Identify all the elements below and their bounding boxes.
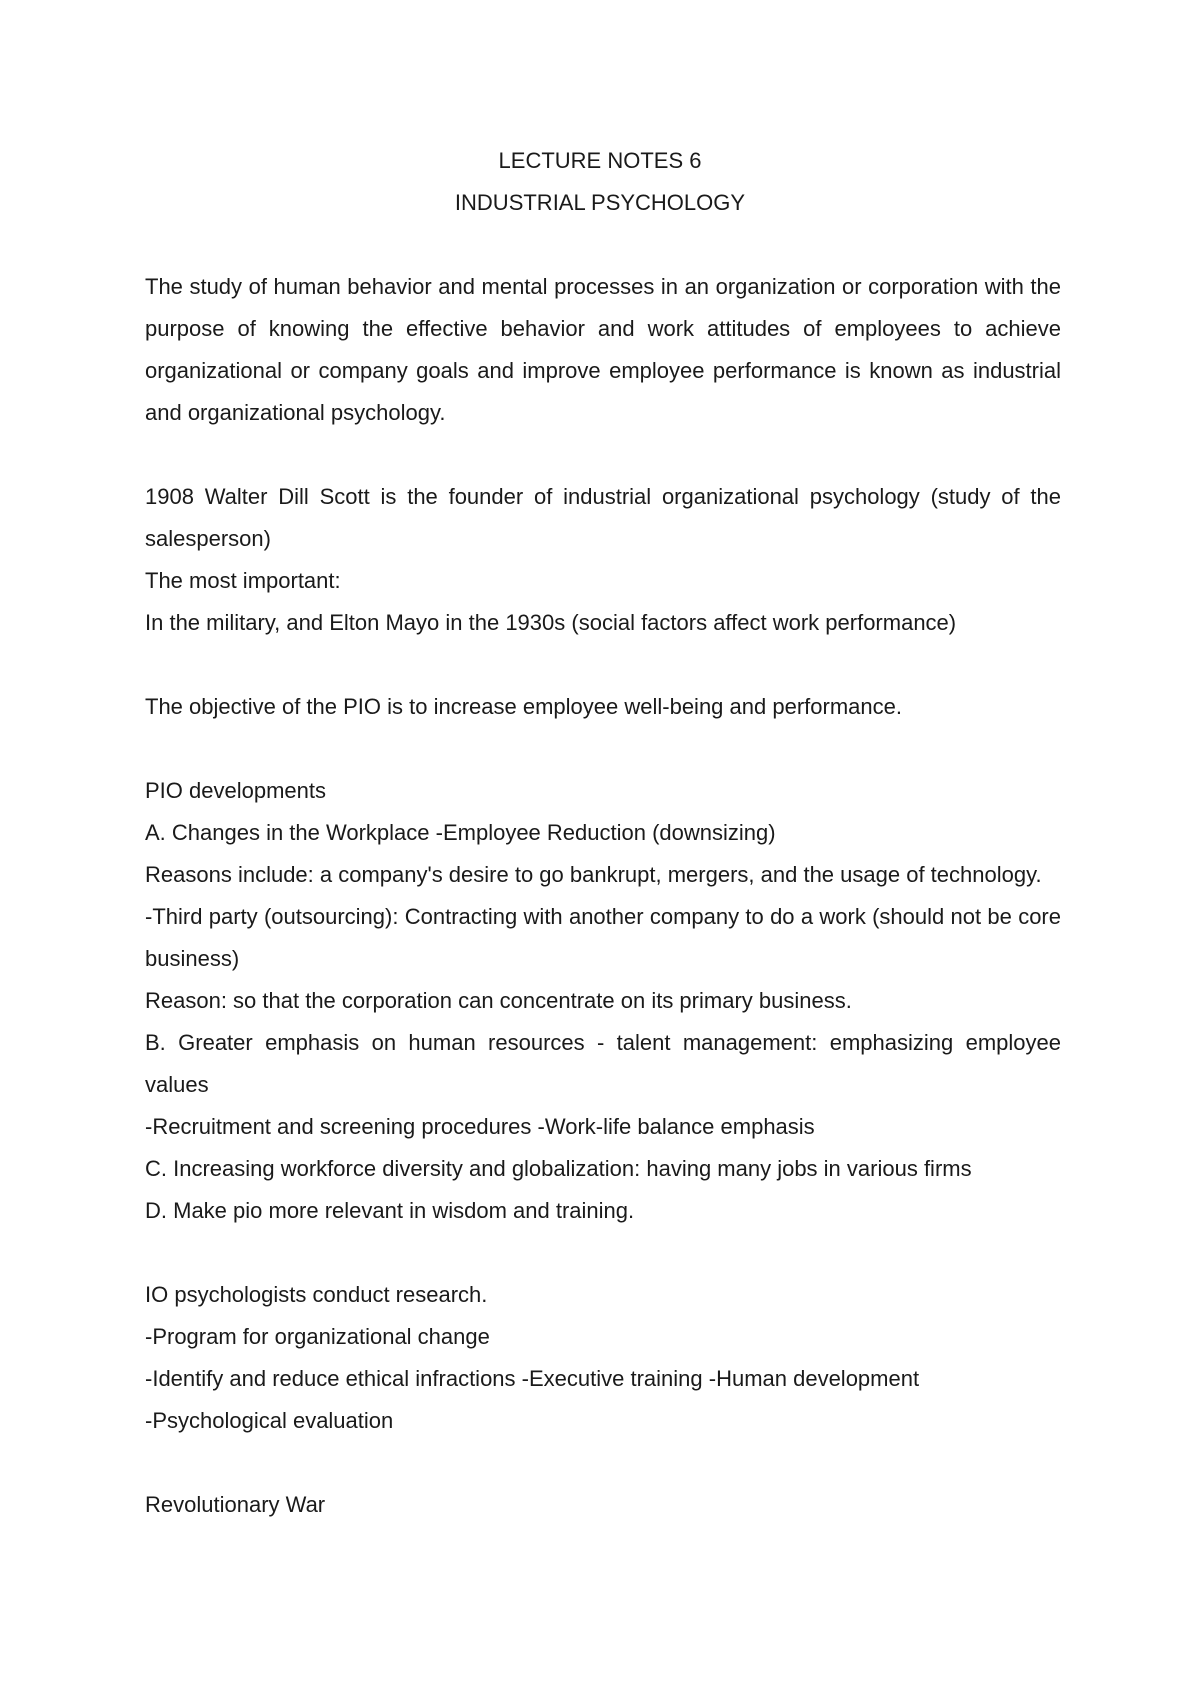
development-reasons: Reasons include: a company's desire to go bankrupt, mergers, and the usage of technology. — [145, 862, 1042, 887]
development-item-b: B. Greater emphasis on human resources - talent management: emphasizing employee values — [145, 1030, 1061, 1097]
development-item-c: C. Increasing workforce diversity and globalization: having many jobs in various firms — [145, 1156, 972, 1181]
objective-line: The objective of the PIO is to increase employee well-being and performance. — [145, 694, 902, 719]
military-line: In the military, and Elton Mayo in the 1930s (social factors affect work performance) — [145, 610, 957, 635]
founder-line: 1908 Walter Dill Scott is the founder of industrial organizational psychology (study of the salesperson) — [145, 484, 1061, 551]
development-reason: Reason: so that the corporation can concentrate on its primary business. — [145, 988, 852, 1013]
title-block — [0, 140, 1200, 224]
research-item: -Identify and reduce ethical infractions -Executive training -Human development — [145, 1366, 920, 1391]
research-heading: IO psychologists conduct research. — [145, 1282, 488, 1307]
spacer — [145, 728, 1061, 770]
document-body — [145, 266, 1061, 1526]
development-item-d: D. Make pio more relevant in wisdom and training. — [145, 1198, 635, 1223]
research-item: -Psychological evaluation — [145, 1408, 394, 1433]
development-third-party: -Third party (outsourcing): Contracting with another company to do a work (should not be core business) — [145, 904, 1061, 971]
spacer — [145, 1232, 1061, 1274]
development-recruitment: -Recruitment and screening procedures -Work-life balance emphasis — [145, 1114, 815, 1139]
most-important-label: The most important: — [145, 568, 341, 593]
spacer — [145, 1442, 1061, 1484]
lecture-title: LECTURE NOTES 6 — [498, 148, 702, 173]
developments-heading: PIO developments — [145, 778, 326, 803]
spacer — [145, 434, 1061, 476]
development-item-a: A. Changes in the Workplace -Employee Reduction (downsizing) — [145, 820, 776, 845]
spacer — [145, 644, 1061, 686]
final-heading: Revolutionary War — [145, 1492, 326, 1517]
intro-paragraph: The study of human behavior and mental processes in an organization or corporation with the purpose of knowing the effective behavior and work attitudes of employees to achieve organizational or company goals and improve employee performance is known as industrial and organizational psychology. — [145, 274, 1061, 425]
subject-title: INDUSTRIAL PSYCHOLOGY — [454, 190, 746, 215]
research-item: -Program for organizational change — [145, 1324, 490, 1349]
